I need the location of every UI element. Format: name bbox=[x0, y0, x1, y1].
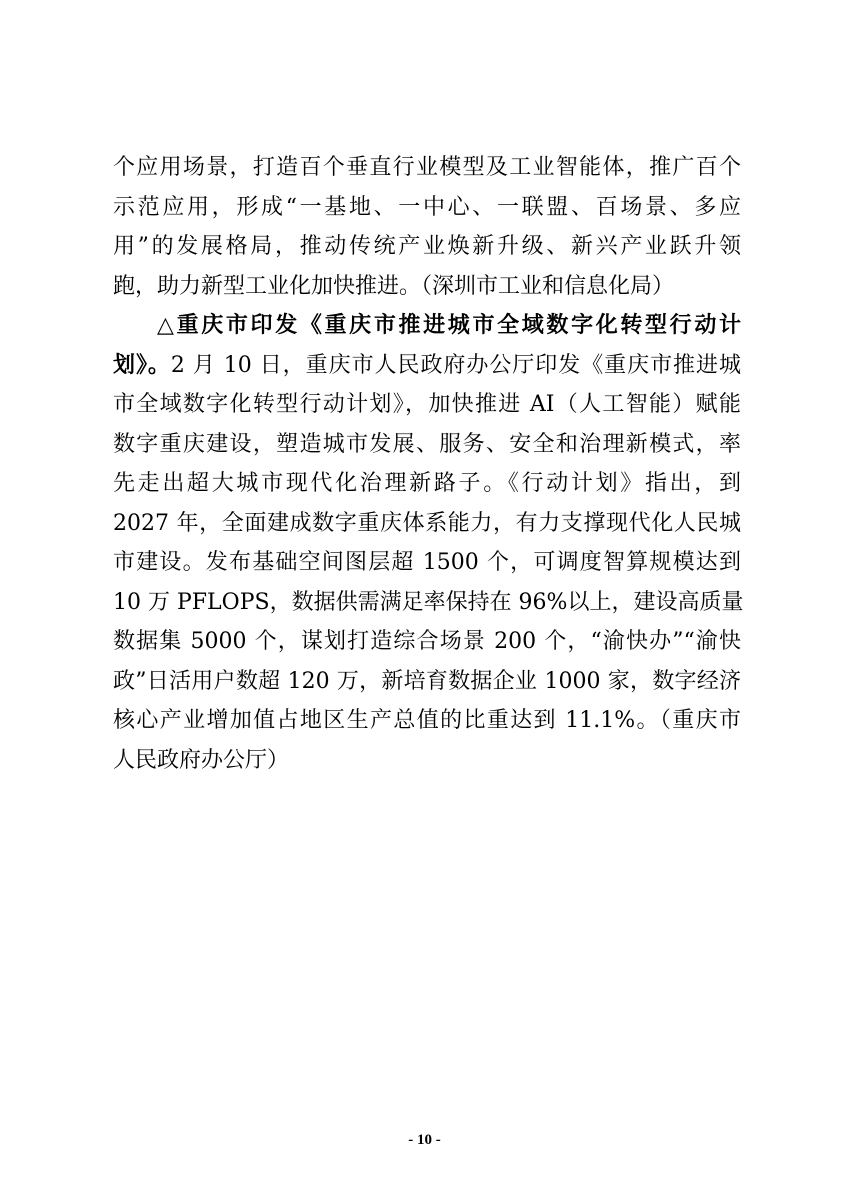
text-line: 示范应用，形成“一基地、一中心、一联盟、百场景、多应 bbox=[113, 194, 741, 220]
page-number: - 10 - bbox=[408, 1132, 441, 1148]
document-body bbox=[113, 148, 744, 780]
text-line: 政”日活用户数超 120 万，新培育数据企业 1000 家，数字经济 bbox=[113, 668, 741, 694]
text-segment: 2 月 10 日，重庆市人民政府办公厅印发《重庆市推进城 bbox=[170, 352, 741, 378]
text-line: 数据集 5000 个，谋划打造综合场景 200 个，“渝快办”“渝快 bbox=[113, 629, 741, 654]
headline-tail: 划》。 bbox=[113, 351, 171, 378]
text-line: 市全域数字化转型行动计划》，加快推进 AI（人工智能）赋能 bbox=[113, 392, 741, 417]
text-line: 市建设。发布基础空间图层超 1500 个，可调度智算规模达到 bbox=[113, 550, 741, 575]
text-line bbox=[113, 346, 741, 386]
text-line: 用”的发展格局，推动传统产业焕新升级、新兴产业跃升领 bbox=[113, 234, 741, 259]
paragraph-chongqing bbox=[113, 306, 744, 780]
headline-line: △重庆市印发《重庆市推进城市全域数字化转型行动计 bbox=[157, 312, 741, 338]
text-line: 个应用场景，打造百个垂直行业模型及工业智能体，推广百个 bbox=[113, 155, 741, 180]
text-line: 核心产业增加值占地区生产总值的比重达到 11.1%。（重庆市 bbox=[113, 708, 741, 733]
text-line: 先走出超大城市现代化治理新路子。《行动计划》指出，到 bbox=[113, 471, 741, 496]
text-line: 10 万 PFLOPS，数据供需满足率保持在 96%以上，建设高质量 bbox=[113, 589, 744, 615]
text-line: 数字重庆建设，塑造城市发展、服务、安全和治理新模式，率 bbox=[113, 431, 741, 457]
paragraph-shenzhen bbox=[113, 148, 741, 306]
text-line: 2027 年，全面建成数字重庆体系能力，有力支撑现代化人民城 bbox=[113, 510, 741, 536]
text-line: 跑，助力新型工业化加快推进。（深圳市工业和信息化局） bbox=[113, 273, 675, 299]
text-line: 人民政府办公厅） bbox=[113, 747, 290, 773]
